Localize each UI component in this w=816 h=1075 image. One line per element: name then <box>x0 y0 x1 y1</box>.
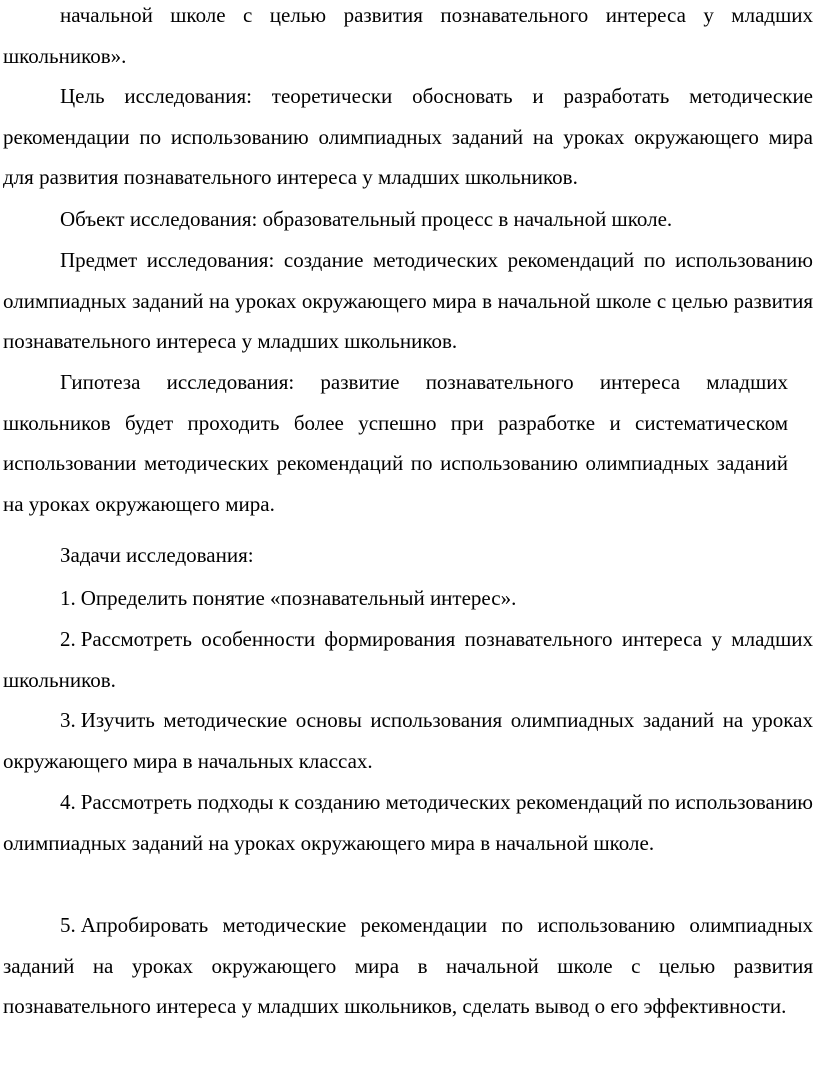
task-item-2 <box>3 619 813 700</box>
task-text: Рассмотреть особенности формирования познавательного интереса у младших школьников. <box>3 627 813 692</box>
task-number: 3. <box>60 708 76 732</box>
paragraph-topic-continuation: начальной школе с целью развития познавательного интереса у младших школьников». <box>3 3 813 68</box>
task-item-4 <box>3 782 813 863</box>
task-text: Рассмотреть подходы к созданию методических рекомендаций по использованию олимпиадных заданий на уроках окружающего мира в начальной школе. <box>3 790 813 855</box>
task-item-5 <box>3 905 813 1027</box>
task-text: Апробировать методические рекомендации по использованию олимпиадных заданий на уроках окружающего мира в начальной школе с целью развития познавательного интереса у младших школьников, сделать вывод о его эффективности. <box>3 913 813 1018</box>
task-item-3 <box>3 700 813 781</box>
paragraph-research-hypothesis: Гипотеза исследования: развитие познавательного интереса младших школьников будет проходить более успешно при разработке и систематическом использовании методических рекомендаций по использованию олимпиадных заданий на уроках окружающего мира. <box>3 370 788 516</box>
task-number: 4. <box>60 790 76 814</box>
task-number: 1. <box>60 586 76 610</box>
paragraph-research-goal: Цель исследования: теоретически обосновать и разработать методические рекомендации по использованию олимпиадных заданий на уроках окружающего мира для развития познавательного интереса у младших школьников. <box>3 84 813 189</box>
task-text: Изучить методические основы использования олимпиадных заданий на уроках окружающего мира в начальных классах. <box>3 708 813 773</box>
task-item-1 <box>3 578 813 619</box>
paragraph-tasks-heading: Задачи исследования: <box>60 543 254 567</box>
paragraph-research-subject: Предмет исследования: создание методических рекомендаций по использованию олимпиадных заданий на уроках окружающего мира в начальной школе с целью развития познавательного интереса у младших школьников. <box>3 248 813 353</box>
task-number: 5. <box>60 913 76 937</box>
task-number: 2. <box>60 627 76 651</box>
paragraph-research-object: Объект исследования: образовательный процесс в начальной школе. <box>60 207 673 231</box>
task-text: Определить понятие «познавательный интерес». <box>80 586 517 610</box>
